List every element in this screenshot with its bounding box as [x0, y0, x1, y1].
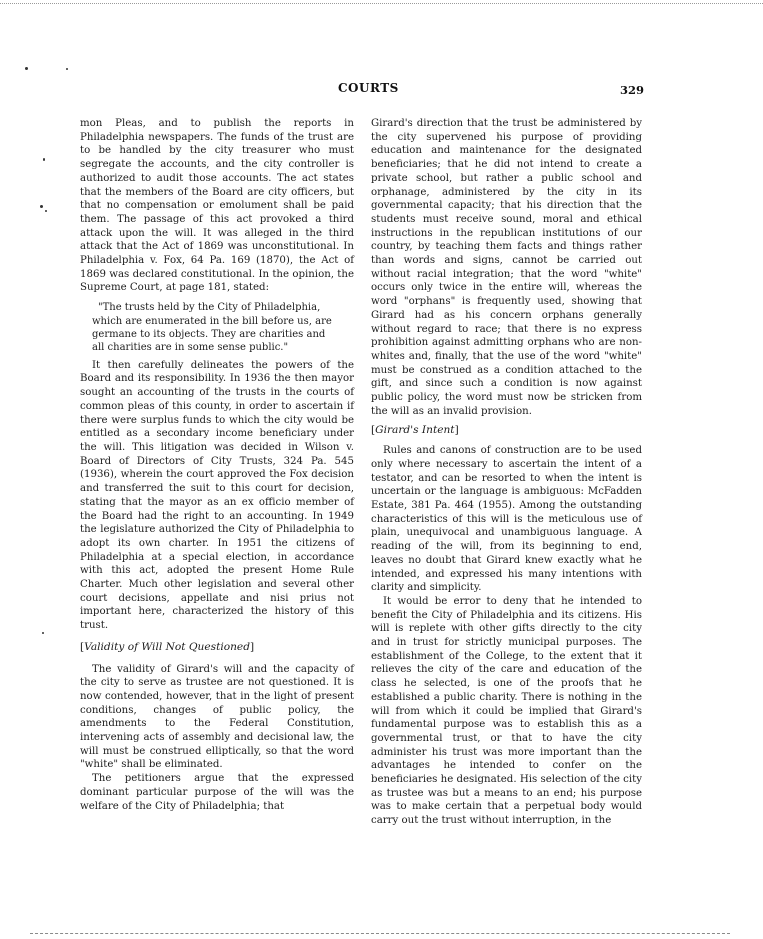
- scan-speck: [42, 632, 44, 634]
- paragraph: mon Pleas, and to publish the reports in Philadelphia newspapers. The funds of the trust are to be handled by the city treasurer who must segregate the accounts, and the city controller is authorized to audit those accounts. The act states that the members of the Board are city officers, but that no compensation or emolument shall be paid them. The passage of this act provoked a third attack upon the will. It was alleged in the third attack that the Act of 1869 was unconstitutional. In Philadelphia v. Fox, 64 Pa. 169 (1870), the Act of 1869 was declared constitutional. In the opinion, the Supreme Court, at page 181, stated:: [80, 118, 354, 294]
- section-heading-text: Validity of Will Not Questioned: [84, 640, 250, 653]
- page-number: 329: [620, 83, 645, 97]
- block-quote: [92, 301, 354, 355]
- scan-speck: [25, 67, 28, 70]
- scan-speck: [40, 205, 43, 208]
- section-heading: [Validity of Will Not Questioned]: [80, 640, 255, 653]
- right-column: [371, 117, 642, 828]
- scan-speck: [66, 68, 68, 70]
- paragraph: It would be error to deny that he intended to benefit the City of Philadelphia and its citizens. His will is replete with other gifts directly to the city and in trust for strictly municipal purposes. The establishment of the College, to the extent that it relieves the city of the care and education of the class he selected, is one of the proofs that he established a public charity. There is nothing in the will from which it could be implied that Girard's fundamental purpose was to establish this as a governmental trust, or that to have the city administer his trust was more important than the advantages he intended to confer on the beneficiaries he designated. His selection of the city as trustee was but a means to an end; his purpose was to make certain that a perpetual body would carry out the trust without interruption, in the: [371, 595, 642, 827]
- section-heading-text: Girard's Intent: [375, 424, 455, 437]
- running-head: COURTS: [338, 81, 399, 95]
- scan-speck: [43, 158, 45, 161]
- paragraph: Rules and canons of construction are to be used only where necessary to ascertain the intent of a testator, and can be resorted to when the intent is uncertain or the language is ambiguous: McFadden Estate, 381 Pa. 464 (1955). Among the outstanding characteristics of this will is the meticulous use of plain, unequivocal and unambiguous language. A reading of the will, from its beginning to end, leaves no doubt that Girard knew exactly what he intended, and expressed his many intentions with clarity and simplicity.: [371, 445, 642, 594]
- section-heading: [Girard's Intent]: [371, 424, 459, 437]
- paragraph: The validity of Girard's will and the capacity of the city to serve as trustee are not questioned. It is now contended, however, that in the light of present conditions, changes of public policy, the amendments to the Federal Constitution, intervening acts of assembly and decisional law, the will must be construed elliptically, so that the word "white" shall be eliminated.: [80, 663, 354, 771]
- left-column: [80, 117, 354, 813]
- scan-speck: [45, 210, 47, 212]
- top-edge-dots: [0, 3, 763, 4]
- quote-text: "The trusts held by the City of Philadelphia, which are enumerated in the bill before us, are germane to its objects. They are charities and all charities are in some sense public.": [92, 302, 332, 354]
- paragraph: It then carefully delineates the powers of the Board and its responsibility. In 1936 the then mayor sought an accounting of the trusts in the courts of common pleas of this county, in order to ascertain if there were surplus funds to which the city would be entitled as a secondary income beneficiary under the will. This litigation was decided in Wilson v. Board of Directors of City Trusts, 324 Pa. 545 (1936), wherein the court approved the Fox decision and transferred the suit to this court for decision, stating that the mayor as an ex officio member of the Board had the right to an accounting. In 1949 the legislature authorized the City of Philadelphia to adopt its own charter. In 1951 the citizens of Philadelphia at a special election, in accordance with this act, adopted the present Home Rule Charter. Much other legislation and several other court decisions, appellate and nisi prius not important here, characterized the history of this trust.: [80, 359, 354, 632]
- bottom-edge-line: [30, 933, 730, 934]
- paragraph: Girard's direction that the trust be administered by the city supervened his purpose of providing education and maintenance for the designated beneficiaries; that he did not intend to create a private school, but rather a public school and orphanage, administered by the city in its governmental capacity; that his direction that the students must receive sound, moral and ethical instructions in the republican institutions of our country, by teaching them facts and things rather than words and signs, cannot be carried out without racial integration; that the word "white" occurs only twice in the entire will, whereas the word "orphans" is frequently used, showing that Girard had as his concern orphans generally without regard to race; that there is no express prohibition against admitting orphans who are non-whites and, finally, that the use of the word "white" must be construed as a condition attached to the gift, and since such a condition is now against public policy, the word must now be stricken from the will as an invalid provision.: [371, 118, 642, 417]
- paragraph: The petitioners argue that the expressed dominant particular purpose of the will was the welfare of the City of Philadelphia; that: [80, 773, 354, 812]
